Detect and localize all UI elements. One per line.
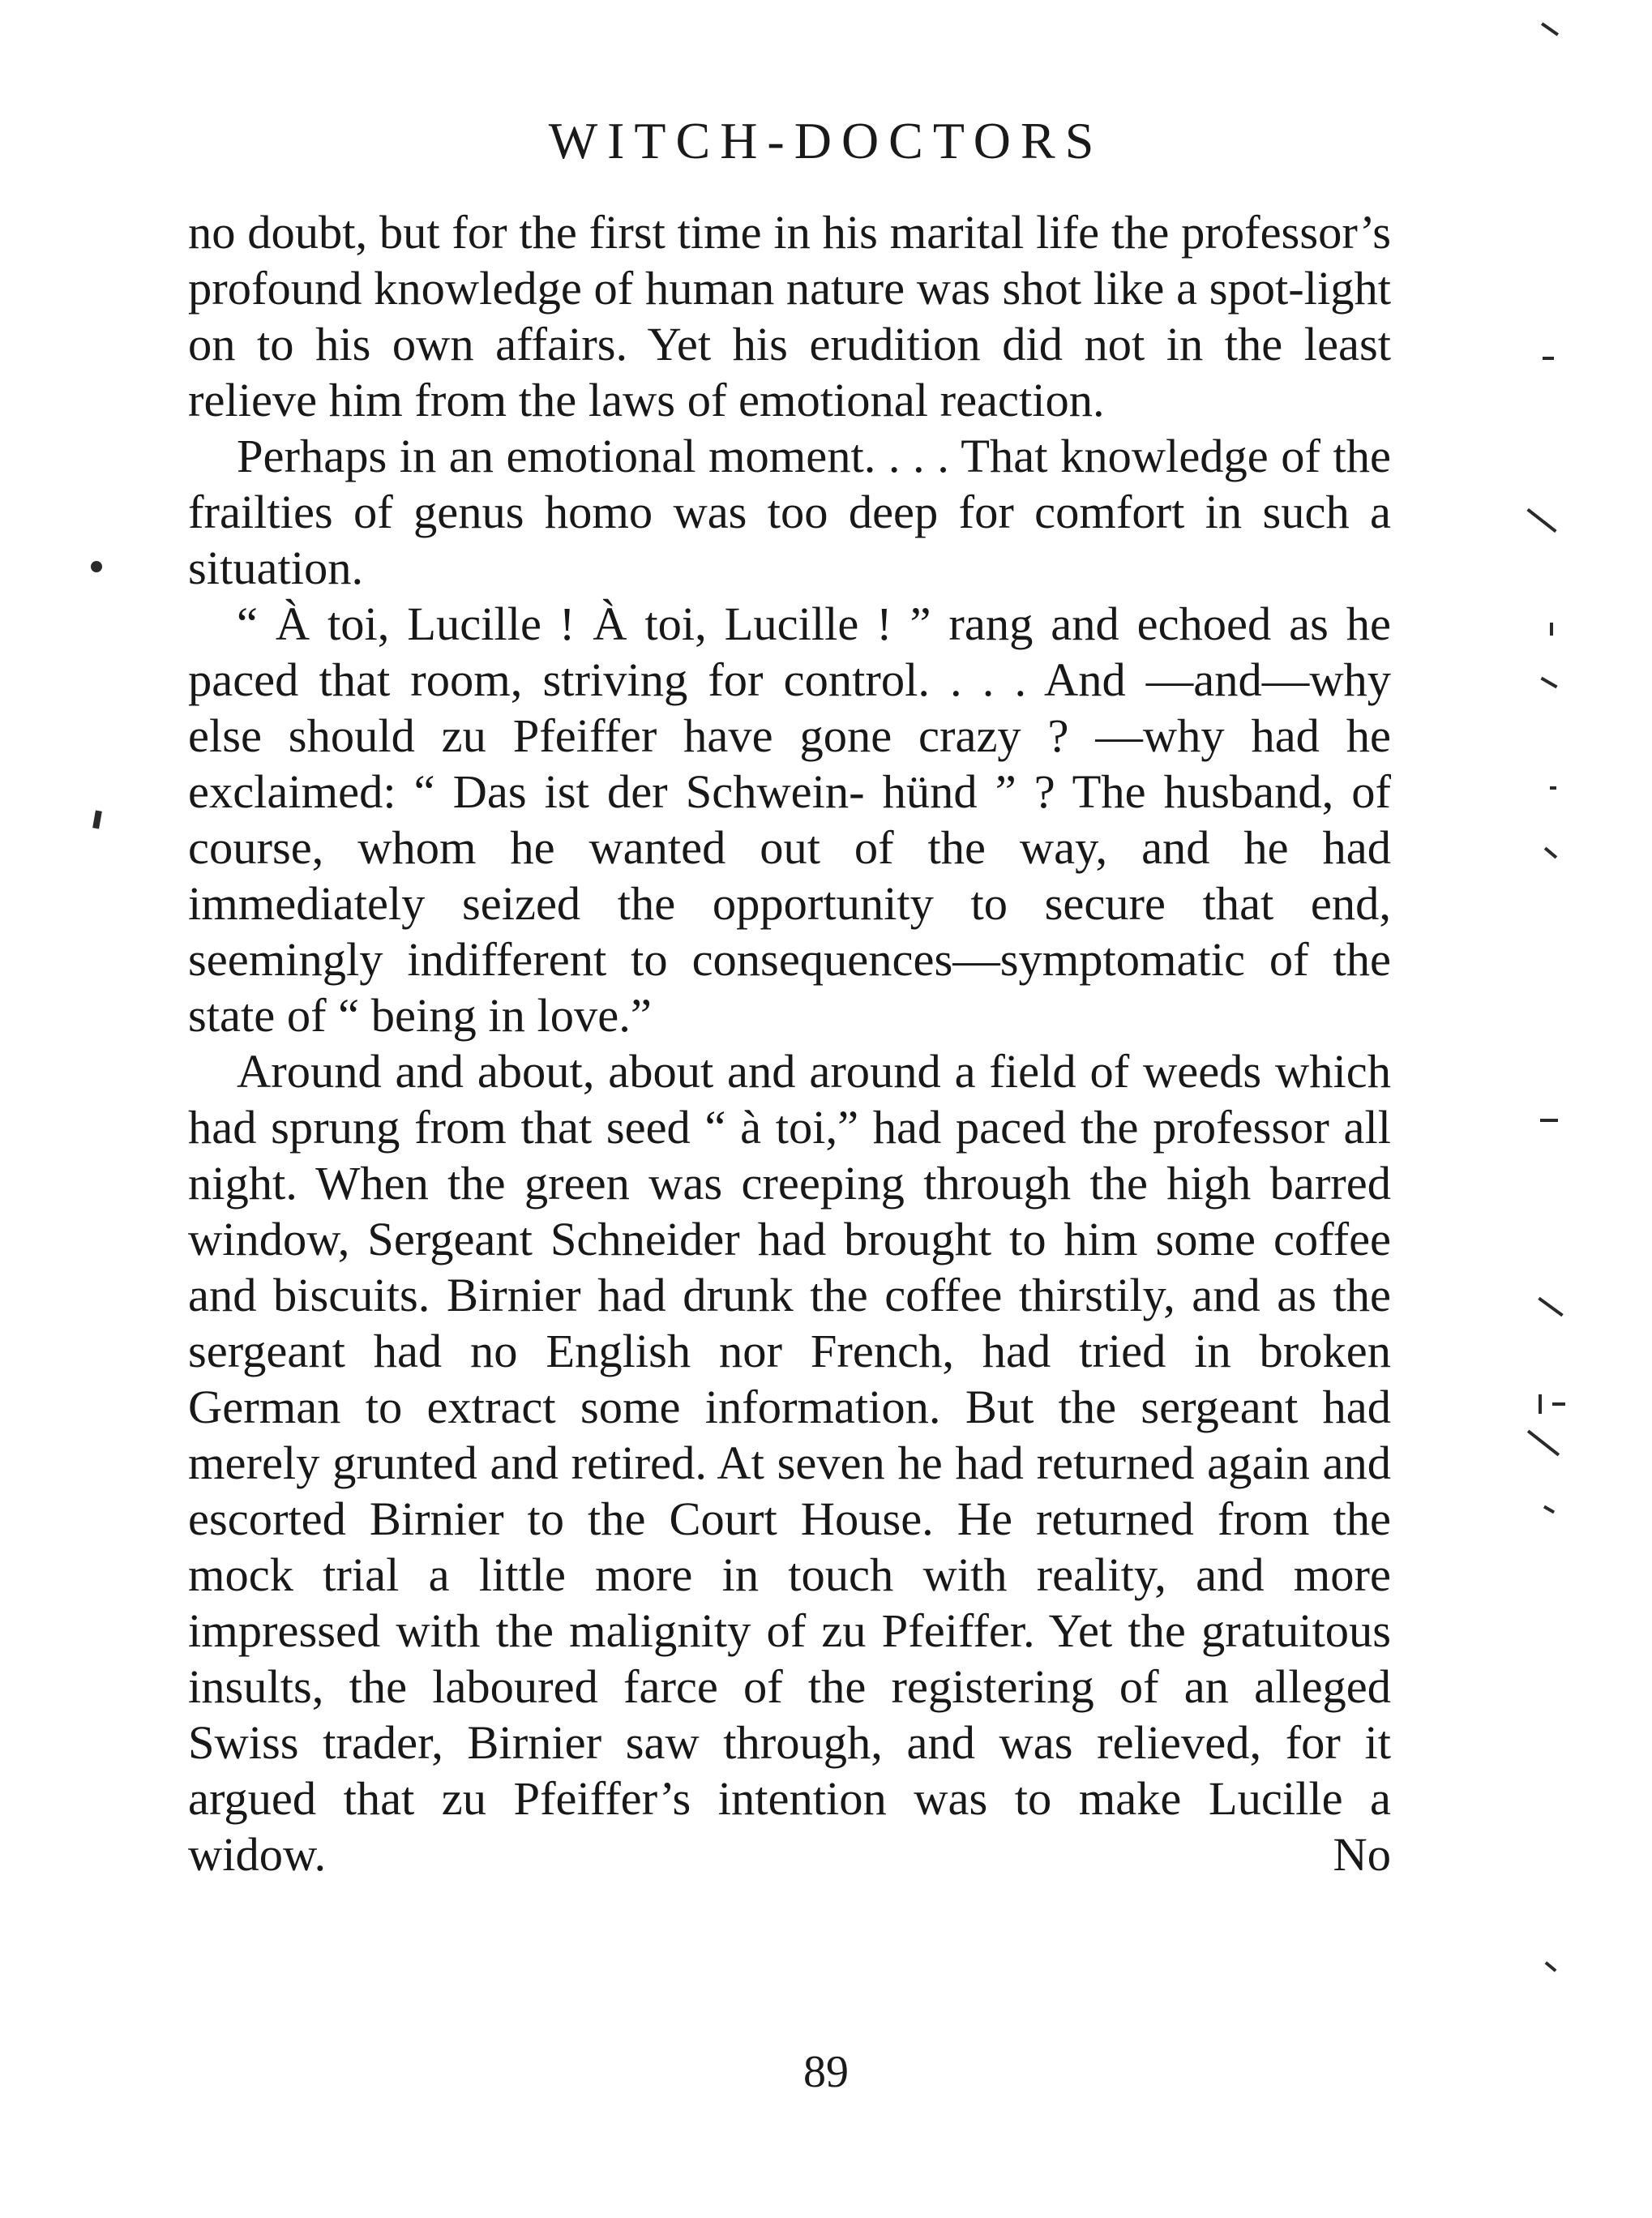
- scan-speck: [1544, 847, 1557, 859]
- scan-speck: [1550, 786, 1556, 790]
- text-line: had brought to him some coffee and biscuits. Birnier: [188, 1213, 1392, 1321]
- text-line: no doubt, but for the first time in his marital life the: [188, 206, 1170, 259]
- text-line: through, and was relieved, for it argued that zu: [188, 1716, 1391, 1825]
- text-line: —and—why else should zu Pfeiffer have gone crazy ?: [188, 653, 1392, 762]
- scan-speck: [1527, 1430, 1560, 1457]
- text-line: extract some information. But the sergeant had merely: [188, 1381, 1391, 1489]
- text-line: opportunity to secure that end, seemingly indifferent: [188, 877, 1392, 986]
- scan-speck: [1543, 1505, 1555, 1514]
- text-line: had drunk the coffee thirstily, and as the sergeant had: [188, 1269, 1391, 1377]
- text-line: and more impressed with the malignity of zu Pfeiffer.: [188, 1548, 1391, 1657]
- text-line: —why had he exclaimed: “ Das ist der Schwein-: [188, 709, 1391, 818]
- text-line: Around and about, about and around a field of weeds: [237, 1045, 1262, 1098]
- text-line: grunted and retired. At seven he had returned again: [332, 1437, 1310, 1489]
- scan-speck: [1550, 623, 1553, 636]
- paragraph-1: [188, 204, 1391, 428]
- text-line: shot like a spot-light on to his own affairs. Yet his: [188, 262, 1392, 370]
- text-line: hünd ” ? The husband, of course, whom he wanted: [188, 765, 1391, 874]
- scan-speck: [1552, 1402, 1565, 1406]
- text-line: from the mock trial a little more in touch with reality,: [188, 1492, 1392, 1601]
- scan-speck: [1541, 22, 1559, 36]
- text-line: the professor all night. When the green was creeping: [188, 1101, 1391, 1210]
- text-line: in love.”: [488, 989, 652, 1042]
- page-number: 89: [803, 2047, 849, 2097]
- running-head: WITCH-DOCTORS: [548, 112, 1104, 169]
- text-line: to consequences—symptomatic of the state of “ being: [188, 933, 1391, 1042]
- scan-speck: [92, 810, 102, 829]
- scan-speck: [1540, 677, 1557, 688]
- text-line: professor’s profound knowledge of human nature was: [188, 206, 1392, 315]
- paragraph-2: [188, 428, 1391, 596]
- scan-speck: [1539, 1394, 1542, 1414]
- text-line: through the high barred window, Sergeant Schneider: [188, 1157, 1391, 1265]
- text-line: registering of an alleged Swiss trader, Birnier saw: [188, 1660, 1392, 1769]
- text-line: erudition did not in the least relieve him from the laws: [188, 318, 1392, 426]
- text-line: knowledge of the frailties of genus homo was too deep: [188, 430, 1392, 538]
- text-line: Yet the gratuitous insults, the laboured farce of the: [188, 1604, 1391, 1713]
- text-line: Perhaps in an emotional moment. . . . That: [237, 430, 1048, 482]
- text-line: “ À toi, Lucille ! À toi, Lucille ! ” rang and echoed: [237, 597, 1272, 650]
- text-line: no English nor French, had tried in broken German to: [188, 1325, 1391, 1433]
- scan-speck: [1538, 1297, 1563, 1317]
- text-line: out of the way, and he had immediately seized the: [188, 821, 1391, 930]
- scan-speck: [1545, 1961, 1557, 1972]
- text-line: and escorted Birnier to the Court House. He returned: [188, 1437, 1392, 1545]
- text-line: Pfeiffer’s intention was to make Lucille a widow. No: [188, 1772, 1392, 1881]
- scan-speck: [91, 561, 102, 572]
- text-line: as he paced that room, striving for control. . . . And: [188, 597, 1392, 706]
- paragraph-4: [188, 1043, 1391, 1882]
- body-text: [188, 204, 1391, 1882]
- paragraph-3: [188, 596, 1391, 1043]
- text-line: of emotional reaction.: [687, 374, 1105, 426]
- scan-speck: [1540, 1119, 1558, 1122]
- scan-speck: [1526, 508, 1556, 533]
- text-line: for comfort in such a situation.: [188, 486, 1391, 594]
- text-line: which had sprung from that seed “ à toi,” had paced: [188, 1045, 1391, 1154]
- scan-speck: [1543, 357, 1554, 360]
